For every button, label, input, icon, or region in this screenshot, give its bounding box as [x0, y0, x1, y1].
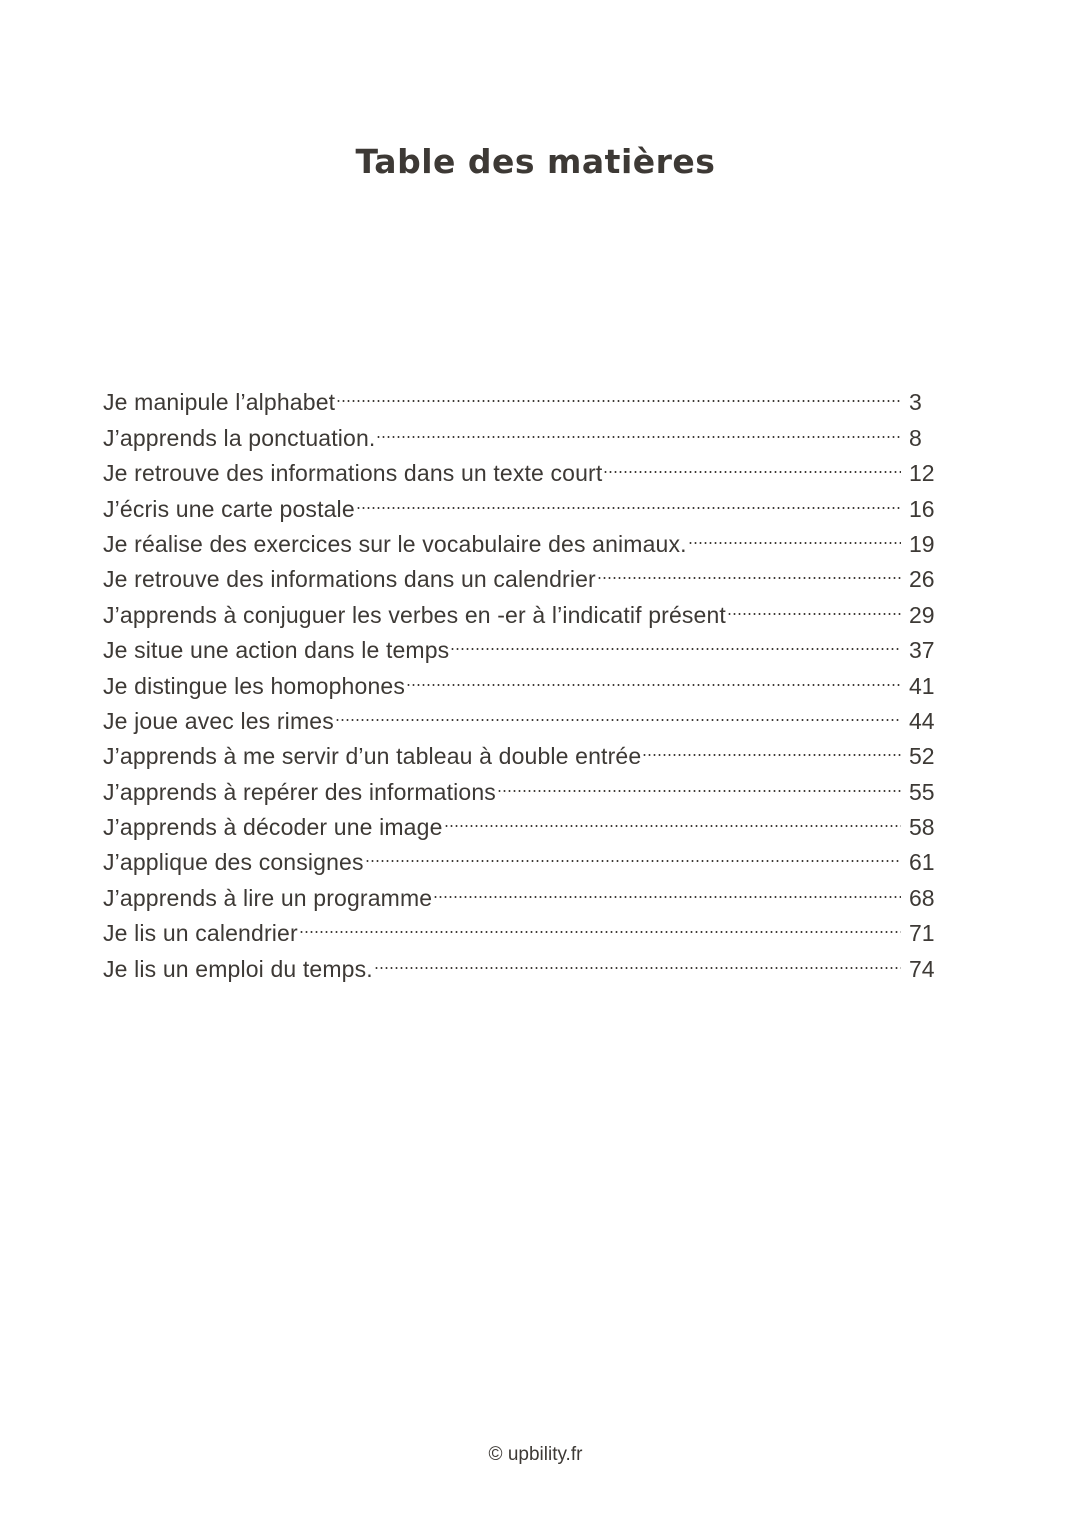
- toc-entry-page: 52: [909, 743, 935, 770]
- toc-entry-page: 61: [909, 849, 935, 876]
- toc-entry-page: 74: [909, 955, 935, 982]
- toc-entry-page: 41: [909, 672, 935, 699]
- dot-leader: [374, 941, 901, 976]
- toc-entry-page: 29: [909, 601, 935, 628]
- dot-leader: [727, 587, 901, 622]
- page-title: Table des matières: [355, 142, 716, 181]
- toc-entry-label: Je manipule l’alphabet: [103, 389, 336, 416]
- toc-entry-label: Je retrouve des informations dans un texte court: [103, 460, 603, 487]
- toc-entry[interactable]: [103, 375, 943, 416]
- dot-leader: [444, 800, 901, 835]
- toc-entry-page: 16: [909, 495, 935, 522]
- toc-entry-label: Je lis un emploi du temps.: [103, 955, 373, 982]
- toc-entry-label: Je joue avec les rimes: [103, 707, 334, 734]
- dot-leader: [450, 623, 901, 658]
- toc-entry-label: Je distingue les homophones: [103, 672, 405, 699]
- toc-entry-label: J’apprends à me servir d’un tableau à double entrée: [103, 743, 642, 770]
- toc-entry-page: 68: [909, 884, 935, 911]
- dot-leader: [376, 410, 901, 445]
- table-of-contents: [103, 375, 943, 982]
- dot-leader: [497, 764, 901, 799]
- toc-entry-label: J’apprends à lire un programme: [103, 884, 433, 911]
- toc-entry-page: 55: [909, 778, 935, 805]
- dot-leader: [335, 694, 901, 729]
- dot-leader: [688, 517, 901, 552]
- toc-entry-label: J’apprends à repérer des informations: [103, 778, 496, 805]
- dot-leader: [356, 481, 901, 516]
- toc-entry-label: J’apprends la ponctuation.: [103, 424, 376, 451]
- toc-entry-page: 19: [909, 530, 935, 557]
- toc-entry-label: J’applique des consignes: [103, 849, 364, 876]
- dot-leader: [642, 729, 901, 764]
- dot-leader: [365, 835, 901, 870]
- toc-entry-label: Je retrouve des informations dans un calendrier: [103, 566, 596, 593]
- dot-leader: [433, 870, 901, 905]
- toc-entry-label: Je lis un calendrier: [103, 920, 298, 947]
- toc-entry-label: J’apprends à décoder une image: [103, 814, 443, 841]
- dot-leader: [406, 658, 901, 693]
- toc-entry-page: 3: [909, 389, 922, 416]
- toc-entry-page: 12: [909, 460, 935, 487]
- toc-entry-label: Je réalise des exercices sur le vocabulaire des animaux.: [103, 530, 687, 557]
- dot-leader: [597, 552, 901, 587]
- toc-entry-page: 71: [909, 920, 935, 947]
- copyright-footer: © upbility.fr: [488, 1444, 583, 1465]
- toc-entry-label: J’écris une carte postale: [103, 495, 355, 522]
- dot-leader: [603, 446, 901, 481]
- toc-entry-page: 44: [909, 707, 935, 734]
- toc-entry-page: 58: [909, 814, 935, 841]
- toc-entry-page: 26: [909, 566, 935, 593]
- toc-entry-page: 37: [909, 637, 935, 664]
- dot-leader: [299, 906, 901, 941]
- toc-entry-label: Je situe une action dans le temps: [103, 637, 450, 664]
- toc-entry-page: 8: [909, 424, 922, 451]
- toc-entry-label: J’apprends à conjuguer les verbes en -er à l’indicatif présent: [103, 601, 726, 628]
- dot-leader: [336, 375, 901, 410]
